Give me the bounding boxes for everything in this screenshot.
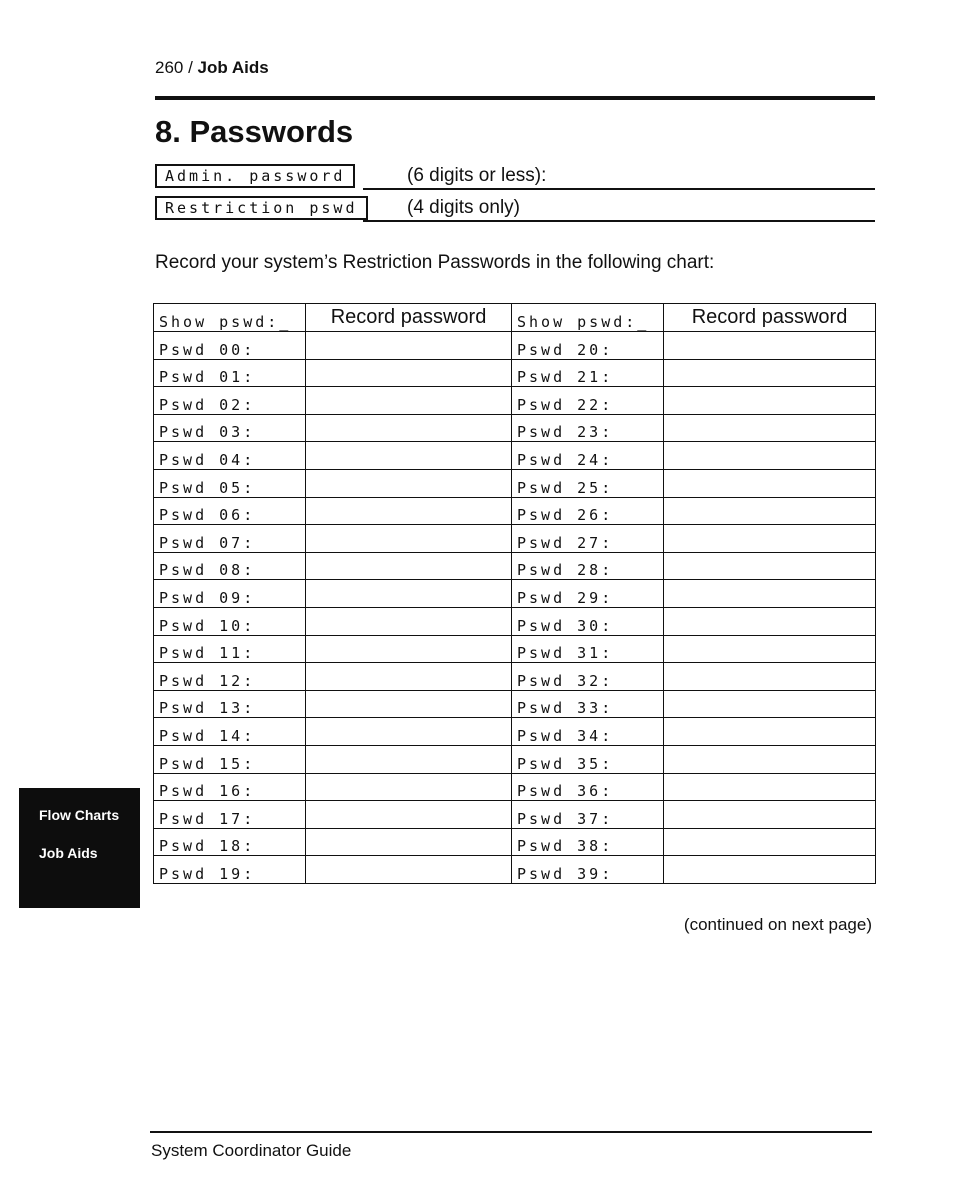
right-pswd-label: Pswd 34: bbox=[512, 718, 664, 746]
right-pswd-label: Pswd 24: bbox=[512, 442, 664, 470]
right-pswd-label: Pswd 38: bbox=[512, 828, 664, 856]
record-password-header-left: Record password bbox=[306, 304, 512, 332]
right-record-cell[interactable] bbox=[664, 332, 876, 360]
left-record-cell[interactable] bbox=[306, 580, 512, 608]
table-row bbox=[154, 801, 876, 829]
table-row bbox=[154, 690, 876, 718]
right-record-cell[interactable] bbox=[664, 607, 876, 635]
intro-text: Record your system’s Restriction Passwords in the following chart: bbox=[155, 252, 715, 273]
right-pswd-label: Pswd 35: bbox=[512, 745, 664, 773]
left-record-cell[interactable] bbox=[306, 525, 512, 553]
left-record-cell[interactable] bbox=[306, 442, 512, 470]
show-pswd-header-right: Show pswd:_ bbox=[512, 304, 664, 332]
left-record-cell[interactable] bbox=[306, 332, 512, 360]
left-record-cell[interactable] bbox=[306, 801, 512, 829]
left-record-cell[interactable] bbox=[306, 745, 512, 773]
left-record-cell[interactable] bbox=[306, 497, 512, 525]
left-pswd-label: Pswd 13: bbox=[154, 690, 306, 718]
left-pswd-label: Pswd 09: bbox=[154, 580, 306, 608]
table-row bbox=[154, 552, 876, 580]
show-pswd-header-left: Show pswd:_ bbox=[154, 304, 306, 332]
table-row bbox=[154, 718, 876, 746]
table-row bbox=[154, 442, 876, 470]
table-row bbox=[154, 359, 876, 387]
left-pswd-label: Pswd 12: bbox=[154, 663, 306, 691]
right-pswd-label: Pswd 26: bbox=[512, 497, 664, 525]
table-row bbox=[154, 856, 876, 884]
left-record-cell[interactable] bbox=[306, 663, 512, 691]
table-row bbox=[154, 414, 876, 442]
right-pswd-label: Pswd 31: bbox=[512, 635, 664, 663]
left-pswd-label: Pswd 07: bbox=[154, 525, 306, 553]
left-pswd-label: Pswd 11: bbox=[154, 635, 306, 663]
tab-flow-charts[interactable]: Flow Charts bbox=[39, 807, 120, 823]
right-record-cell[interactable] bbox=[664, 552, 876, 580]
right-pswd-label: Pswd 27: bbox=[512, 525, 664, 553]
chart-header-row bbox=[154, 304, 876, 332]
right-pswd-label: Pswd 37: bbox=[512, 801, 664, 829]
left-pswd-label: Pswd 05: bbox=[154, 469, 306, 497]
left-record-cell[interactable] bbox=[306, 414, 512, 442]
restriction-password-line bbox=[155, 196, 875, 222]
left-pswd-label: Pswd 19: bbox=[154, 856, 306, 884]
right-pswd-label: Pswd 32: bbox=[512, 663, 664, 691]
page-title: 8. Passwords bbox=[155, 114, 354, 149]
left-record-cell[interactable] bbox=[306, 828, 512, 856]
footer-rule bbox=[150, 1131, 872, 1133]
left-pswd-label: Pswd 01: bbox=[154, 359, 306, 387]
left-pswd-label: Pswd 04: bbox=[154, 442, 306, 470]
admin-password-line bbox=[155, 164, 875, 190]
running-header bbox=[155, 58, 269, 78]
table-row bbox=[154, 525, 876, 553]
right-record-cell[interactable] bbox=[664, 801, 876, 829]
right-record-cell[interactable] bbox=[664, 497, 876, 525]
left-pswd-label: Pswd 02: bbox=[154, 387, 306, 415]
right-record-cell[interactable] bbox=[664, 663, 876, 691]
admin-password-key: Admin. password bbox=[155, 164, 355, 188]
left-record-cell[interactable] bbox=[306, 690, 512, 718]
tab-job-aids[interactable]: Job Aids bbox=[39, 845, 98, 861]
table-row bbox=[154, 497, 876, 525]
restriction-password-note: (4 digits only) bbox=[407, 197, 520, 218]
left-pswd-label: Pswd 08: bbox=[154, 552, 306, 580]
right-pswd-label: Pswd 25: bbox=[512, 469, 664, 497]
table-row bbox=[154, 332, 876, 360]
right-record-cell[interactable] bbox=[664, 773, 876, 801]
right-pswd-label: Pswd 23: bbox=[512, 414, 664, 442]
right-record-cell[interactable] bbox=[664, 387, 876, 415]
left-record-cell[interactable] bbox=[306, 469, 512, 497]
header-rule bbox=[155, 96, 875, 100]
password-chart bbox=[153, 303, 876, 884]
right-pswd-label: Pswd 33: bbox=[512, 690, 664, 718]
right-record-cell[interactable] bbox=[664, 856, 876, 884]
section-name: Job Aids bbox=[197, 58, 269, 77]
right-pswd-label: Pswd 30: bbox=[512, 607, 664, 635]
left-record-cell[interactable] bbox=[306, 359, 512, 387]
left-pswd-label: Pswd 14: bbox=[154, 718, 306, 746]
table-row bbox=[154, 663, 876, 691]
restriction-password-key: Restriction pswd bbox=[155, 196, 368, 220]
record-password-header-right: Record password bbox=[664, 304, 876, 332]
right-pswd-label: Pswd 39: bbox=[512, 856, 664, 884]
right-pswd-label: Pswd 20: bbox=[512, 332, 664, 360]
restriction-password-write-line bbox=[363, 220, 875, 222]
right-pswd-label: Pswd 36: bbox=[512, 773, 664, 801]
table-row bbox=[154, 580, 876, 608]
left-record-cell[interactable] bbox=[306, 856, 512, 884]
table-row bbox=[154, 469, 876, 497]
table-row bbox=[154, 773, 876, 801]
right-record-cell[interactable] bbox=[664, 580, 876, 608]
right-record-cell[interactable] bbox=[664, 828, 876, 856]
left-record-cell[interactable] bbox=[306, 387, 512, 415]
table-row bbox=[154, 607, 876, 635]
left-record-cell[interactable] bbox=[306, 773, 512, 801]
left-pswd-label: Pswd 06: bbox=[154, 497, 306, 525]
continued-note: (continued on next page) bbox=[683, 915, 872, 934]
left-pswd-label: Pswd 18: bbox=[154, 828, 306, 856]
left-pswd-label: Pswd 10: bbox=[154, 607, 306, 635]
left-pswd-label: Pswd 16: bbox=[154, 773, 306, 801]
admin-password-write-line bbox=[363, 188, 875, 190]
right-record-cell[interactable] bbox=[664, 635, 876, 663]
right-pswd-label: Pswd 21: bbox=[512, 359, 664, 387]
right-record-cell[interactable] bbox=[664, 442, 876, 470]
table-row bbox=[154, 745, 876, 773]
left-record-cell[interactable] bbox=[306, 552, 512, 580]
right-record-cell[interactable] bbox=[664, 745, 876, 773]
right-record-cell[interactable] bbox=[664, 718, 876, 746]
footer-text: System Coordinator Guide bbox=[151, 1141, 352, 1160]
table-row bbox=[154, 828, 876, 856]
side-tab bbox=[19, 788, 140, 908]
right-record-cell[interactable] bbox=[664, 469, 876, 497]
right-pswd-label: Pswd 22: bbox=[512, 387, 664, 415]
table-row bbox=[154, 387, 876, 415]
left-record-cell[interactable] bbox=[306, 635, 512, 663]
left-record-cell[interactable] bbox=[306, 718, 512, 746]
admin-password-note: (6 digits or less): bbox=[407, 165, 547, 186]
right-record-cell[interactable] bbox=[664, 690, 876, 718]
left-pswd-label: Pswd 15: bbox=[154, 745, 306, 773]
left-pswd-label: Pswd 17: bbox=[154, 801, 306, 829]
page-number: 260 / bbox=[155, 58, 193, 77]
left-record-cell[interactable] bbox=[306, 607, 512, 635]
left-pswd-label: Pswd 00: bbox=[154, 332, 306, 360]
right-pswd-label: Pswd 28: bbox=[512, 552, 664, 580]
right-pswd-label: Pswd 29: bbox=[512, 580, 664, 608]
left-pswd-label: Pswd 03: bbox=[154, 414, 306, 442]
right-record-cell[interactable] bbox=[664, 414, 876, 442]
table-row bbox=[154, 635, 876, 663]
right-record-cell[interactable] bbox=[664, 359, 876, 387]
right-record-cell[interactable] bbox=[664, 525, 876, 553]
